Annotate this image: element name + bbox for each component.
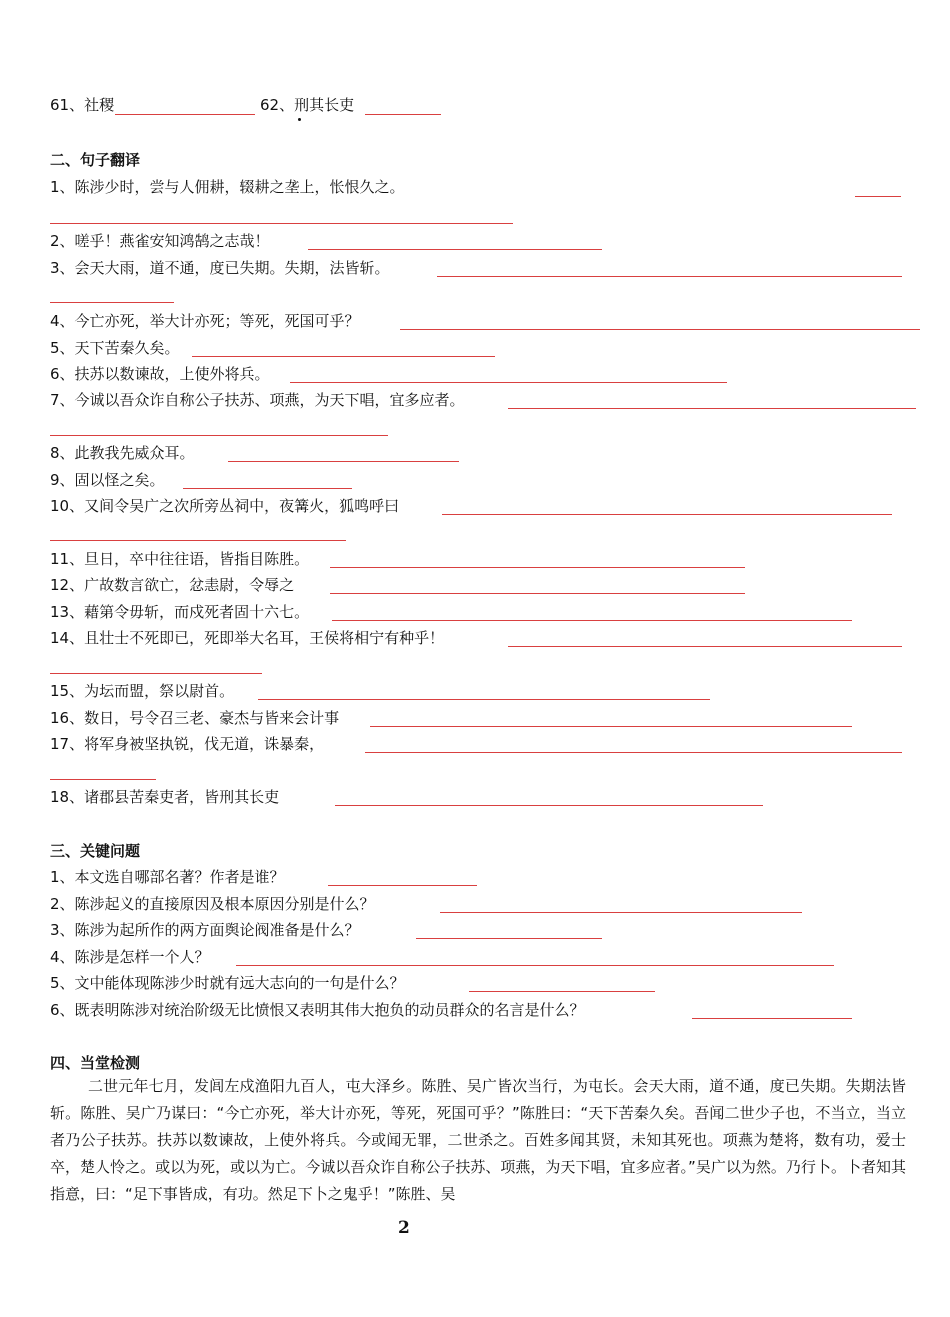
answer-blank[interactable]	[440, 912, 802, 913]
translation-item: 8、此教我先威众耳。	[50, 444, 195, 462]
answer-blank[interactable]	[332, 620, 852, 621]
translation-item: 1、陈涉少时，尝与人佣耕，辍耕之垄上，怅恨久之。	[50, 178, 405, 196]
translation-item: 14、且壮士不死即已，死即举大名耳，王侯将相宁有种乎！	[50, 629, 445, 647]
answer-blank[interactable]	[50, 673, 262, 674]
answer-blank[interactable]	[50, 435, 388, 436]
translation-item: 10、又间令吴广之次所旁丛祠中，夜篝火，狐鸣呼曰	[50, 497, 400, 515]
translation-item: 4、今亡亦死，举大计亦死；等死，死国可乎？	[50, 312, 360, 330]
translation-item: 18、诸郡县苦秦吏者，皆刑其长吏	[50, 788, 280, 806]
answer-blank[interactable]	[258, 699, 710, 700]
answer-blank[interactable]	[183, 488, 352, 489]
answer-blank[interactable]	[692, 1018, 852, 1019]
answer-blank[interactable]	[236, 965, 834, 966]
answer-blank[interactable]	[335, 805, 763, 806]
question-item: 5、文中能体现陈涉少时就有远大志向的一句是什么？	[50, 974, 405, 992]
translation-item: 6、扶苏以数谏故，上使外将兵。	[50, 365, 270, 383]
answer-blank[interactable]	[508, 646, 902, 647]
answer-blank[interactable]	[50, 223, 513, 224]
translation-item: 9、固以怪之矣。	[50, 471, 165, 489]
translation-item: 15、为坛而盟，祭以尉首。	[50, 682, 235, 700]
question-item: 4、陈涉是怎样一个人？	[50, 948, 210, 966]
section-heading-in-class-test: 四、当堂检测	[50, 1054, 141, 1072]
test-passage: 二世元年七月，发闾左戍渔阳九百人，屯大泽乡。陈胜、吴广皆次当行，为屯长。会天大雨，道不通，度已失期。失期法皆斩。陈胜、吴广乃谋曰：“今亡亦死，举大计亦死，等死，死国可乎？”陈胜曰：“天下苦秦久矣。吾闻二世少子也，不当立，当立者乃公子扶苏。扶苏以数谏故，上使外将兵。今或闻无罪，二世杀之。百姓多闻其贤，未知其死也。项燕为楚将，数有功，爱士卒，楚人怜之。或以为死，或以为亡。今诚以吾众诈自称公子扶苏、项燕，为天下唱，宜多应者。”吴广以为然。乃行卜。卜者知其指意，曰：“足下事皆成，有功。然足下卜之鬼乎！”陈胜、吴	[50, 1077, 906, 1203]
answer-blank[interactable]	[290, 382, 727, 383]
answer-blank[interactable]	[365, 752, 902, 753]
answer-blank[interactable]	[330, 593, 745, 594]
answer-blank[interactable]	[855, 196, 901, 197]
question-item: 1、本文选自哪部名著？作者是谁？	[50, 868, 285, 886]
answer-blank[interactable]	[437, 276, 902, 277]
translation-item: 12、广故数言欲亡，忿恚尉，令辱之	[50, 576, 295, 594]
emphasis-dot	[298, 118, 301, 121]
answer-blank[interactable]	[400, 329, 920, 330]
translation-item: 7、今诚以吾众诈自称公子扶苏、项燕，为天下唱，宜多应者。	[50, 391, 465, 409]
answer-blank[interactable]	[50, 302, 174, 303]
answer-blank[interactable]	[228, 461, 459, 462]
translation-item: 13、藉第令毋斩，而戍死者固十六七。	[50, 603, 310, 621]
answer-blank[interactable]	[115, 114, 255, 115]
translation-item: 2、嗟乎！燕雀安知鸿鹄之志哉！	[50, 232, 270, 250]
translation-item: 11、旦日，卒中往往语，皆指目陈胜。	[50, 550, 310, 568]
answer-blank[interactable]	[330, 567, 745, 568]
answer-blank[interactable]	[469, 991, 655, 992]
question-item: 6、既表明陈涉对统治阶级无比愤恨又表明其伟大抱负的动员群众的名言是什么？	[50, 1001, 585, 1019]
answer-blank[interactable]	[416, 938, 602, 939]
answer-blank[interactable]	[442, 514, 892, 515]
answer-blank[interactable]	[308, 249, 602, 250]
section-heading-translation: 二、句子翻译	[50, 151, 141, 169]
vocab-item-62: 62、刑其长吏	[260, 96, 355, 114]
translation-item: 16、数日，号令召三老、豪杰与皆来会计事	[50, 709, 340, 727]
page-number: 2	[398, 1218, 410, 1238]
answer-blank[interactable]	[192, 356, 495, 357]
question-item: 2、陈涉起义的直接原因及根本原因分别是什么？	[50, 895, 375, 913]
section-heading-key-questions: 三、关键问题	[50, 842, 141, 860]
answer-blank[interactable]	[365, 114, 441, 115]
question-item: 3、陈涉为起所作的两方面舆论阀准备是什么？	[50, 921, 360, 939]
answer-blank[interactable]	[370, 726, 852, 727]
translation-item: 5、天下苦秦久矣。	[50, 339, 180, 357]
answer-blank[interactable]	[50, 779, 156, 780]
answer-blank[interactable]	[50, 540, 346, 541]
answer-blank[interactable]	[508, 408, 916, 409]
answer-blank[interactable]	[328, 885, 477, 886]
translation-item: 3、会天大雨，道不通，度已失期。失期，法皆斩。	[50, 259, 390, 277]
vocab-item-61: 61、社稷	[50, 96, 115, 114]
translation-item: 17、将军身被坚执锐，伐无道，诛暴秦，	[50, 735, 325, 753]
